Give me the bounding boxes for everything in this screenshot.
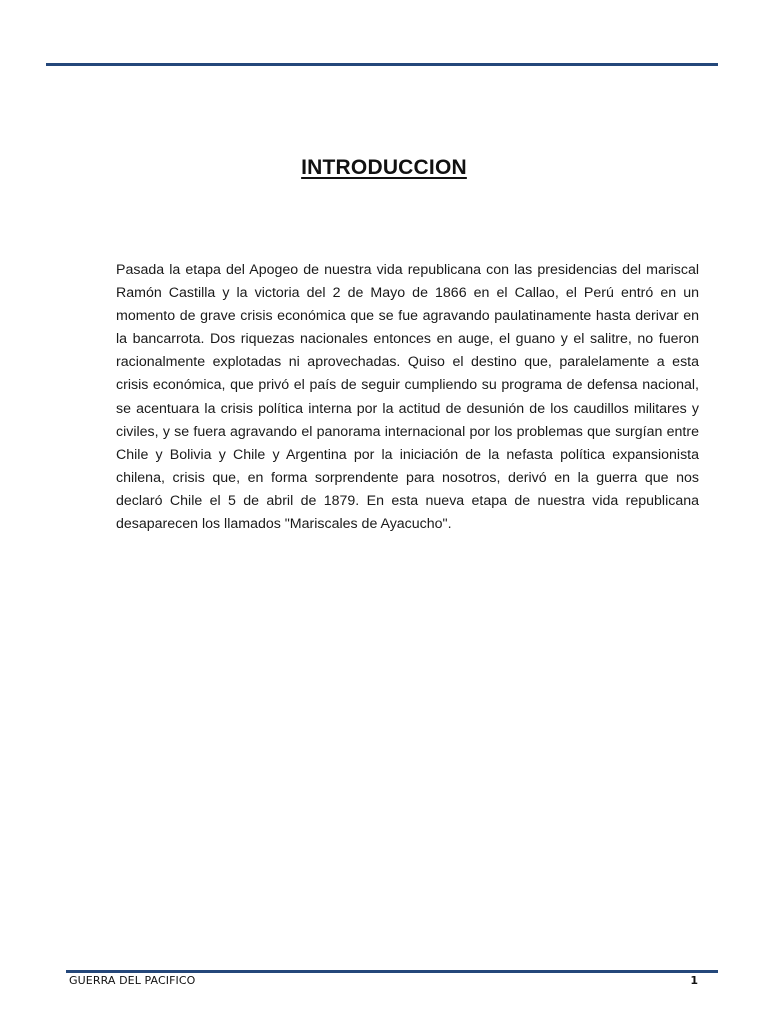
footer-title: GUERRA DEL PACIFICO — [69, 974, 196, 987]
page-number: 1 — [690, 974, 698, 987]
body-paragraph: Pasada la etapa del Apogeo de nuestra vida republicana con las presidencias del mariscal Ramón Castilla y la victoria del 2 de Mayo de 1866 en el Callao, el Perú entró en un momento de grave crisis económica que se fue agravando paulatinamente hasta derivar en la bancarrota. Dos riquezas nacionales entonces en auge, el guano y el salitre, no fueron racionalmente explotadas ni aprovechadas. Quiso el destino que, paralelamente a esta crisis económica, que privó el país de seguir cumpliendo su programa de defensa nacional, se acentuara la crisis política interna por la actitud de desunión de los caudillos militares y civiles, y se fuera agravando el panorama internacional por los problemas que surgían entre Chile y Bolivia y Chile y Argentina por la iniciación de la nefasta política expansionista chilena, crisis que, en forma sorprendente para nosotros, derivó en la guerra que nos declaró Chile el 5 de abril de 1879. En esta nueva etapa de nuestra vida republicana desaparecen los llamados "Mariscales de Ayacucho". — [116, 262, 699, 533]
footer-rule — [66, 970, 718, 973]
page-title: INTRODUCCION — [301, 156, 467, 179]
header-rule — [46, 63, 718, 66]
